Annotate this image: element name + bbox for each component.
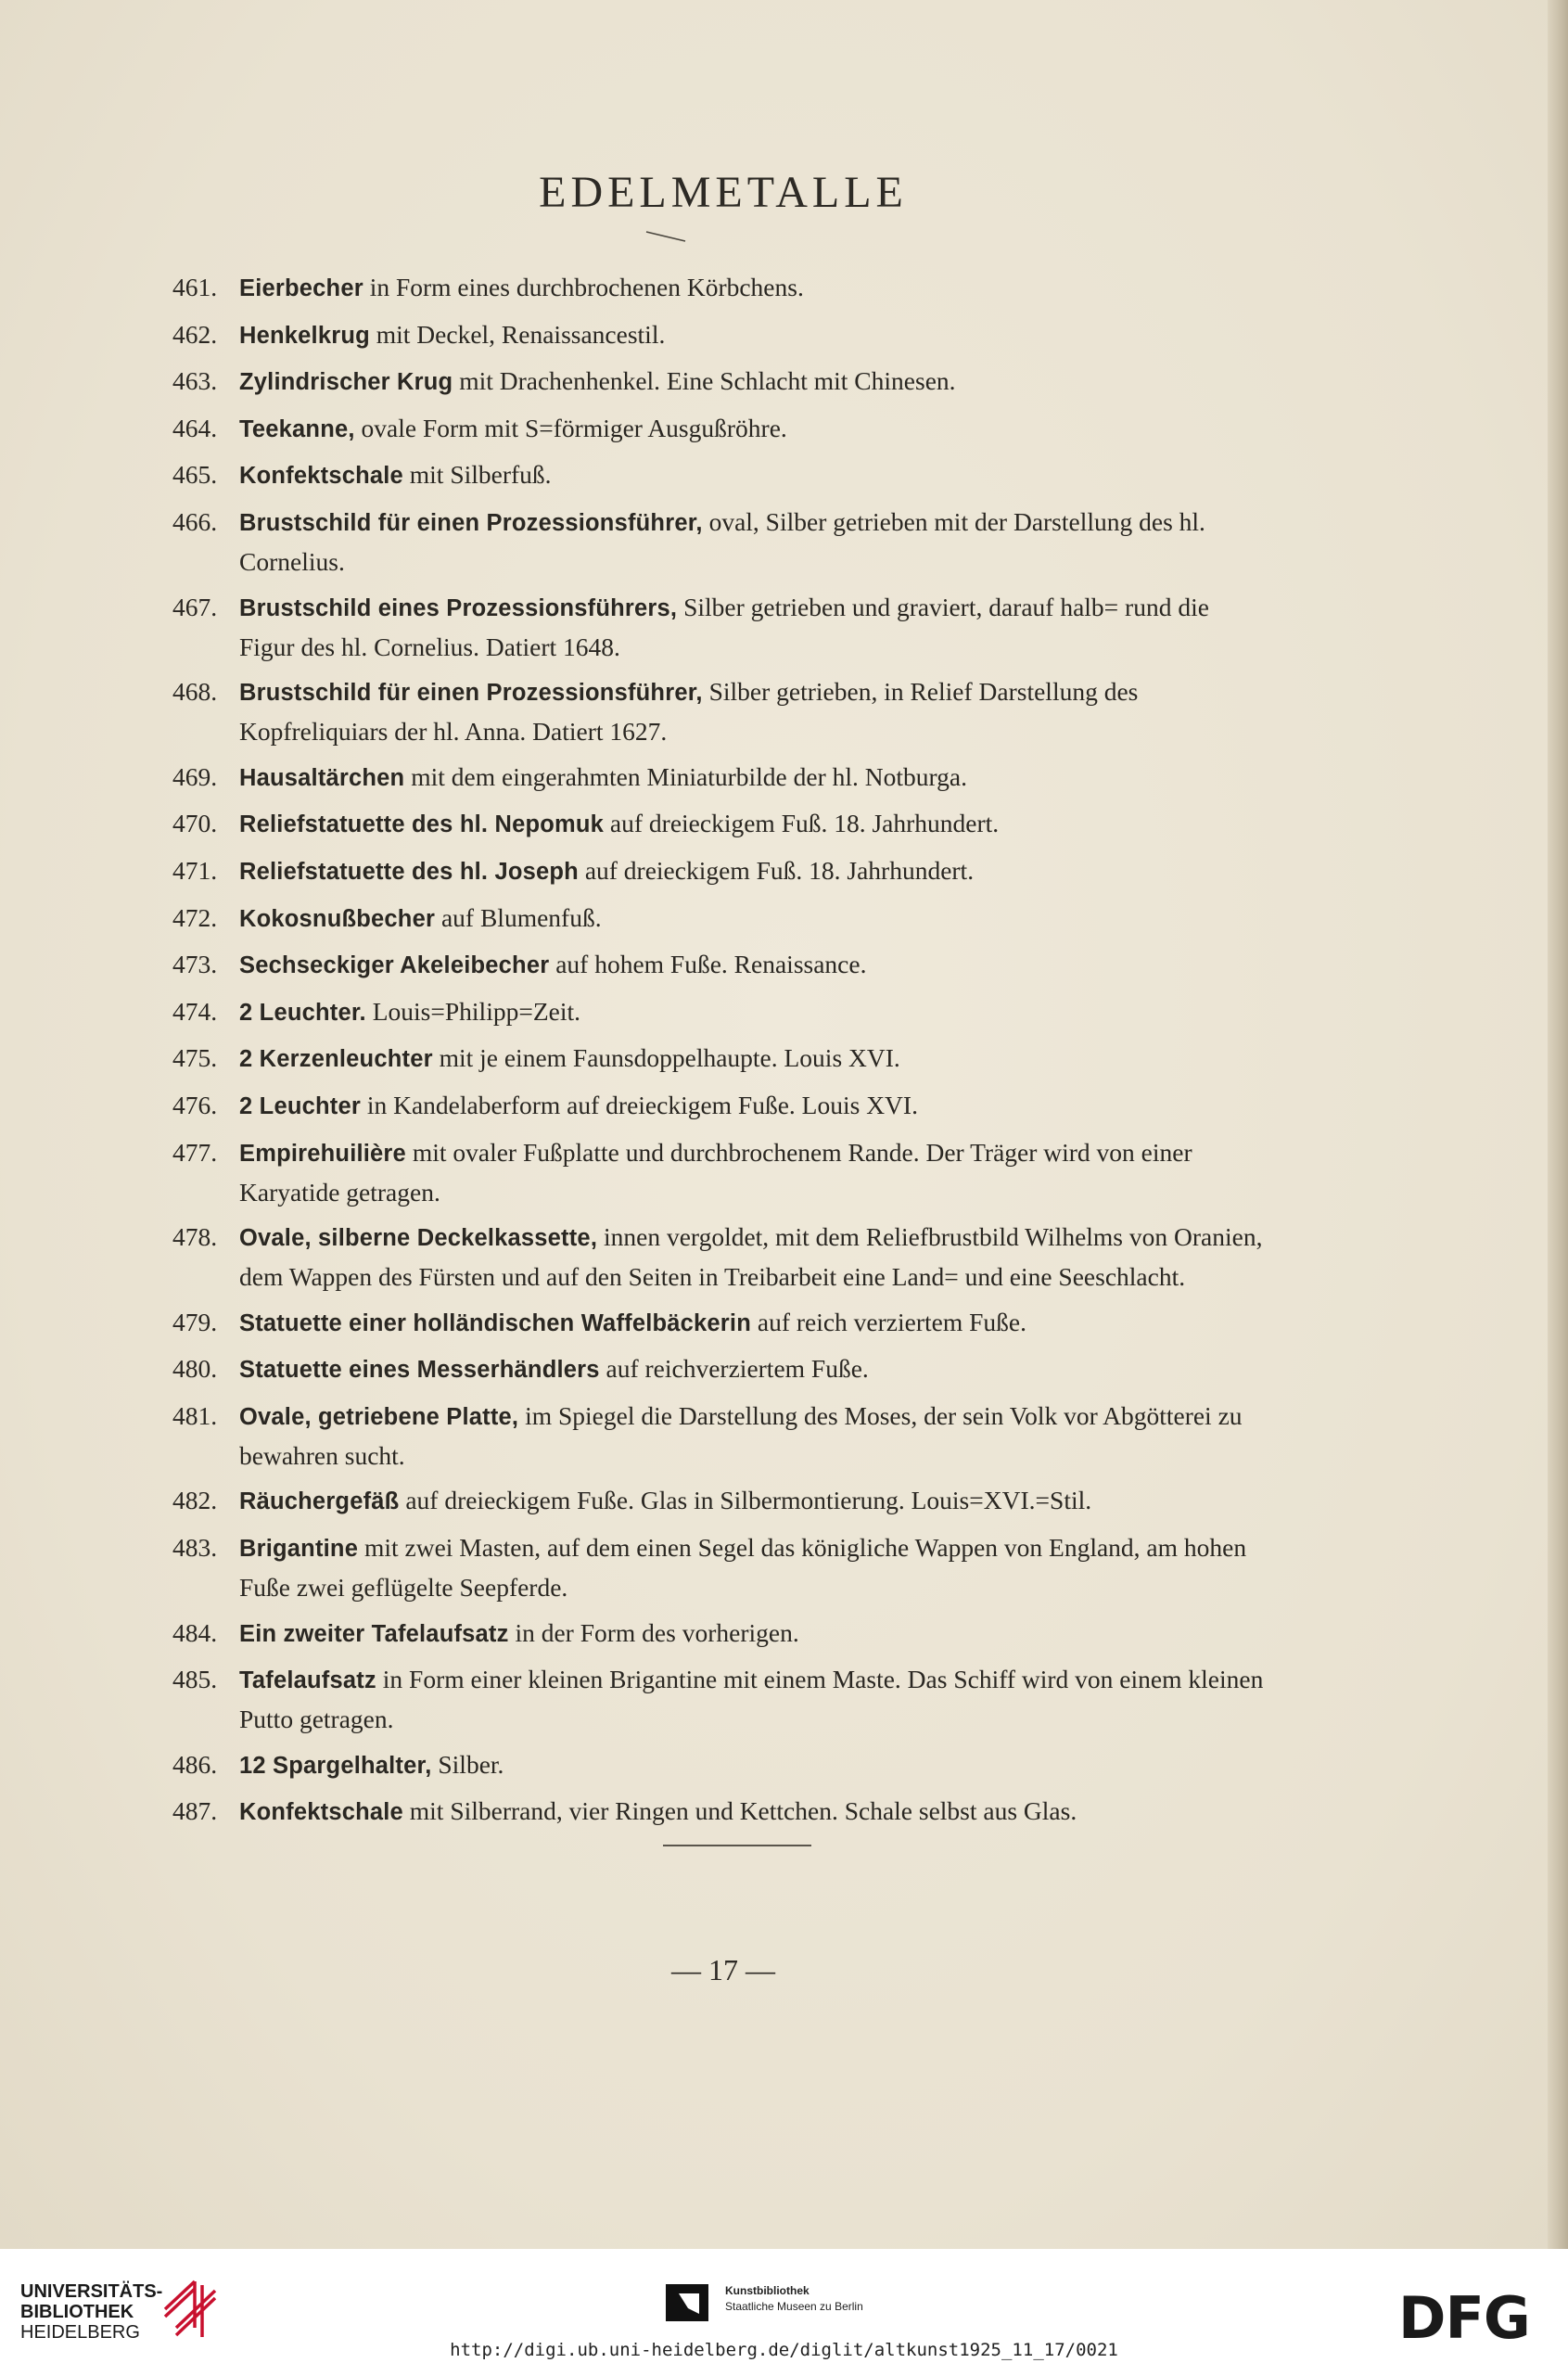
- entry-number: 486.: [172, 1749, 218, 1779]
- entry-number: 472.: [172, 902, 218, 932]
- entry-description: in der Form des vorherigen.: [508, 1617, 799, 1647]
- entry-body: [239, 1303, 1267, 1343]
- entry-object-name: Ein zweiter Tafelaufsatz: [239, 1620, 509, 1647]
- catalog-entry: [172, 1528, 1267, 1606]
- ub-line-2: BIBLIOTHEK: [20, 2302, 134, 2322]
- entry-object-name: Statuette einer holländischen Waffelbäckerin: [239, 1309, 751, 1336]
- entry-body: [239, 899, 1267, 939]
- entry-description: im Spiegel die Darstellung des Moses, der sein Volk vor Abgötterei zu bewahren sucht.: [239, 1400, 1243, 1470]
- entry-body: [239, 1528, 1267, 1606]
- entry-object-name: Statuette eines Messerhändlers: [239, 1357, 600, 1384]
- entry-description: Silber.: [431, 1749, 504, 1779]
- entry-description: in Form einer kleinen Brigantine mit einem Maste. Das Schiff wird von einem kleinen Putto getragen.: [239, 1665, 1264, 1734]
- entry-body: [239, 1218, 1267, 1296]
- catalog-entry-list: [172, 268, 1267, 1839]
- entry-body: [239, 503, 1267, 581]
- entry-description: in Form eines durchbrochenen Körbchens.: [363, 273, 804, 301]
- page-title: EDELMETALLE: [539, 168, 908, 217]
- catalog-entry: [172, 455, 1267, 495]
- entry-body: [239, 362, 1267, 402]
- entry-number: 467.: [172, 592, 218, 621]
- entry-object-name: 2 Leuchter.: [239, 999, 366, 1026]
- entry-object-name: Reliefstatuette des hl. Joseph: [239, 858, 579, 885]
- kunstbibliothek-label: [725, 2283, 863, 2315]
- entry-description: innen vergoldet, mit dem Reliefbrustbild Wilhelms von Oranien, dem Wappen des Fürsten und auf den Seiten in Treibarbeit eine Land= und eine Seeschlacht.: [239, 1222, 1263, 1292]
- entry-description: mit Silberrand, vier Ringen und Kettchen. Schale selbst aus Glas.: [402, 1796, 1077, 1826]
- entry-number: 481.: [172, 1400, 218, 1430]
- entry-description: auf dreieckigem Fuß. 18. Jahrhundert.: [578, 855, 975, 885]
- entry-number: 462.: [172, 319, 218, 349]
- entry-description: auf Blumenfuß.: [435, 902, 602, 932]
- entry-body: [239, 945, 1267, 985]
- catalog-entry: [172, 1397, 1267, 1475]
- kb-line-2: Staatliche Museen zu Berlin: [725, 2300, 863, 2313]
- catalog-entry: [172, 1745, 1267, 1785]
- entry-object-name: Konfektschale: [239, 1799, 403, 1826]
- entry-number: 466.: [172, 506, 218, 536]
- entry-description: mit je einem Faunsdoppelhaupte. Louis XVI.: [432, 1043, 900, 1073]
- entry-number: 463.: [172, 366, 218, 396]
- entry-object-name: Zylindrischer Krug: [239, 369, 453, 396]
- entry-number: 469.: [172, 761, 218, 791]
- page-edge: [1548, 0, 1568, 2249]
- catalog-entry: [172, 758, 1267, 798]
- catalog-entry: [172, 1218, 1267, 1296]
- catalog-entry: [172, 503, 1267, 581]
- entry-body: [239, 588, 1267, 666]
- catalog-entry: [172, 1660, 1267, 1738]
- catalog-entry: [172, 672, 1267, 750]
- entry-number: 470.: [172, 809, 218, 838]
- dfg-logo: DFG: [1398, 2284, 1530, 2352]
- entry-number: 487.: [172, 1796, 218, 1826]
- ub-heidelberg-logo-icon: [158, 2272, 223, 2346]
- ub-line-3: HEIDELBERG: [20, 2322, 140, 2343]
- entry-number: 480.: [172, 1354, 218, 1384]
- entry-object-name: Ovale, getriebene Platte,: [239, 1403, 519, 1430]
- entry-body: [239, 268, 1267, 308]
- footer-bar: [0, 2249, 1568, 2363]
- entry-description: Louis=Philipp=Zeit.: [365, 996, 581, 1026]
- entry-body: [239, 1481, 1267, 1521]
- entry-object-name: Hausaltärchen: [239, 764, 405, 791]
- divider-rule: [663, 1845, 811, 1846]
- entry-description: mit Silberfuß.: [402, 460, 552, 490]
- ub-heidelberg-label: [20, 2281, 162, 2343]
- entry-body: [239, 315, 1267, 355]
- entry-description: in Kandelaberform auf dreieckigem Fuße. Louis XVI.: [360, 1090, 918, 1119]
- ub-line-1: UNIVERSITÄTS-: [20, 2281, 163, 2302]
- entry-number: 475.: [172, 1043, 218, 1073]
- catalog-entry: [172, 899, 1267, 939]
- page-number: — 17 —: [671, 1953, 775, 1986]
- entry-object-name: Brustschild für einen Prozessionsführer,: [239, 680, 703, 707]
- entry-body: [239, 1133, 1267, 1211]
- entry-body: [239, 1745, 1267, 1785]
- entry-number: 479.: [172, 1307, 218, 1336]
- entry-object-name: Sechseckiger Akeleibecher: [239, 952, 550, 979]
- entry-body: [239, 1792, 1267, 1832]
- catalog-entry: [172, 851, 1267, 891]
- entry-description: mit zwei Masten, auf dem einen Segel das königliche Wappen von England, am hohen Fuße zwei geflügelte Seepferde.: [239, 1533, 1247, 1603]
- entry-description: mit Deckel, Renaissancestil.: [369, 319, 666, 349]
- entry-object-name: Tafelaufsatz: [239, 1667, 376, 1694]
- entry-number: 482.: [172, 1486, 218, 1515]
- entry-description: auf dreieckigem Fuße. Glas in Silbermontierung. Louis=XVI.=Stil.: [399, 1486, 1092, 1515]
- entry-object-name: 2 Kerzenleuchter: [239, 1046, 433, 1073]
- entry-description: auf hohem Fuße. Renaissance.: [549, 950, 867, 979]
- entry-number: 485.: [172, 1665, 218, 1694]
- title-ornament: [644, 230, 691, 243]
- kb-line-1: Kunstbibliothek: [725, 2284, 809, 2297]
- entry-description: auf reich verziertem Fuße.: [750, 1307, 1026, 1336]
- catalog-entry: [172, 1481, 1267, 1521]
- entry-number: 473.: [172, 950, 218, 979]
- entry-description: mit dem eingerahmten Miniaturbilde der hl. Notburga.: [404, 761, 967, 791]
- entry-body: [239, 1660, 1267, 1738]
- entry-number: 461.: [172, 273, 218, 301]
- entry-object-name: Teekanne,: [239, 415, 355, 442]
- entry-object-name: Brigantine: [239, 1536, 359, 1563]
- catalog-entry: [172, 945, 1267, 985]
- catalog-entry: [172, 268, 1267, 308]
- entry-number: 471.: [172, 855, 218, 885]
- entry-body: [239, 455, 1267, 495]
- catalog-entry: [172, 1614, 1267, 1654]
- entry-body: [239, 409, 1267, 449]
- permalink-url[interactable]: http://digi.ub.uni-heidelberg.de/diglit/altkunst1925_11_17/0021: [450, 2340, 1118, 2360]
- entry-object-name: Räuchergefäß: [239, 1488, 400, 1515]
- entry-body: [239, 992, 1267, 1032]
- entry-body: [239, 1039, 1267, 1079]
- entry-number: 464.: [172, 413, 218, 442]
- entry-body: [239, 804, 1267, 844]
- entry-object-name: Eierbecher: [239, 275, 363, 301]
- entry-body: [239, 758, 1267, 798]
- entry-description: Silber getrieben, in Relief Darstellung des Kopfreliquiars der hl. Anna. Datiert 1627.: [239, 677, 1139, 747]
- entry-object-name: Empirehuilière: [239, 1140, 406, 1167]
- entry-number: 477.: [172, 1137, 218, 1167]
- entry-object-name: Kokosnußbecher: [239, 905, 436, 932]
- entry-number: 468.: [172, 677, 218, 707]
- entry-number: 465.: [172, 460, 218, 490]
- entry-object-name: Ovale, silberne Deckelkassette,: [239, 1225, 598, 1252]
- entry-description: auf reichverziertem Fuße.: [599, 1354, 869, 1384]
- catalog-entry: [172, 315, 1267, 355]
- catalog-entry: [172, 1303, 1267, 1343]
- entry-description: mit ovaler Fußplatte und durchbrochenem Rande. Der Träger wird von einer Karyatide getragen.: [239, 1137, 1192, 1207]
- entry-object-name: 2 Leuchter: [239, 1092, 361, 1119]
- entry-number: 478.: [172, 1222, 218, 1252]
- catalog-entry: [172, 992, 1267, 1032]
- entry-body: [239, 1614, 1267, 1654]
- entry-body: [239, 1397, 1267, 1475]
- entry-number: 484.: [172, 1617, 218, 1647]
- entry-description: mit Drachenhenkel. Eine Schlacht mit Chinesen.: [453, 366, 956, 396]
- entry-object-name: Reliefstatuette des hl. Nepomuk: [239, 811, 605, 838]
- entry-object-name: 12 Spargelhalter,: [239, 1752, 432, 1779]
- catalog-entry: [172, 1039, 1267, 1079]
- catalog-entry: [172, 1792, 1267, 1832]
- catalog-entry: [172, 362, 1267, 402]
- catalog-entry: [172, 1349, 1267, 1389]
- entry-number: 483.: [172, 1533, 218, 1563]
- entry-body: [239, 851, 1267, 891]
- entry-number: 476.: [172, 1090, 218, 1119]
- entry-object-name: Konfektschale: [239, 463, 403, 490]
- entry-body: [239, 1086, 1267, 1126]
- entry-object-name: Brustschild eines Prozessionsführers,: [239, 594, 678, 621]
- catalog-entry: [172, 1086, 1267, 1126]
- entry-description: oval, Silber getrieben mit der Darstellung des hl. Cornelius.: [239, 506, 1205, 576]
- catalog-entry: [172, 804, 1267, 844]
- entry-description: ovale Form mit S=förmiger Ausgußröhre.: [354, 413, 787, 442]
- entry-body: [239, 1349, 1267, 1389]
- entry-object-name: Henkelkrug: [239, 322, 370, 349]
- catalog-entry: [172, 409, 1267, 449]
- catalog-entry: [172, 1133, 1267, 1211]
- entry-description: auf dreieckigem Fuß. 18. Jahrhundert.: [604, 809, 1000, 838]
- catalog-entry: [172, 588, 1267, 666]
- kunstbibliothek-logo-icon: [666, 2284, 708, 2321]
- entry-description: Silber getrieben und graviert, darauf halb= rund die Figur des hl. Cornelius. Datiert 1648.: [239, 592, 1209, 661]
- entry-object-name: Brustschild für einen Prozessionsführer,: [239, 509, 703, 536]
- entry-body: [239, 672, 1267, 750]
- entry-number: 474.: [172, 996, 218, 1026]
